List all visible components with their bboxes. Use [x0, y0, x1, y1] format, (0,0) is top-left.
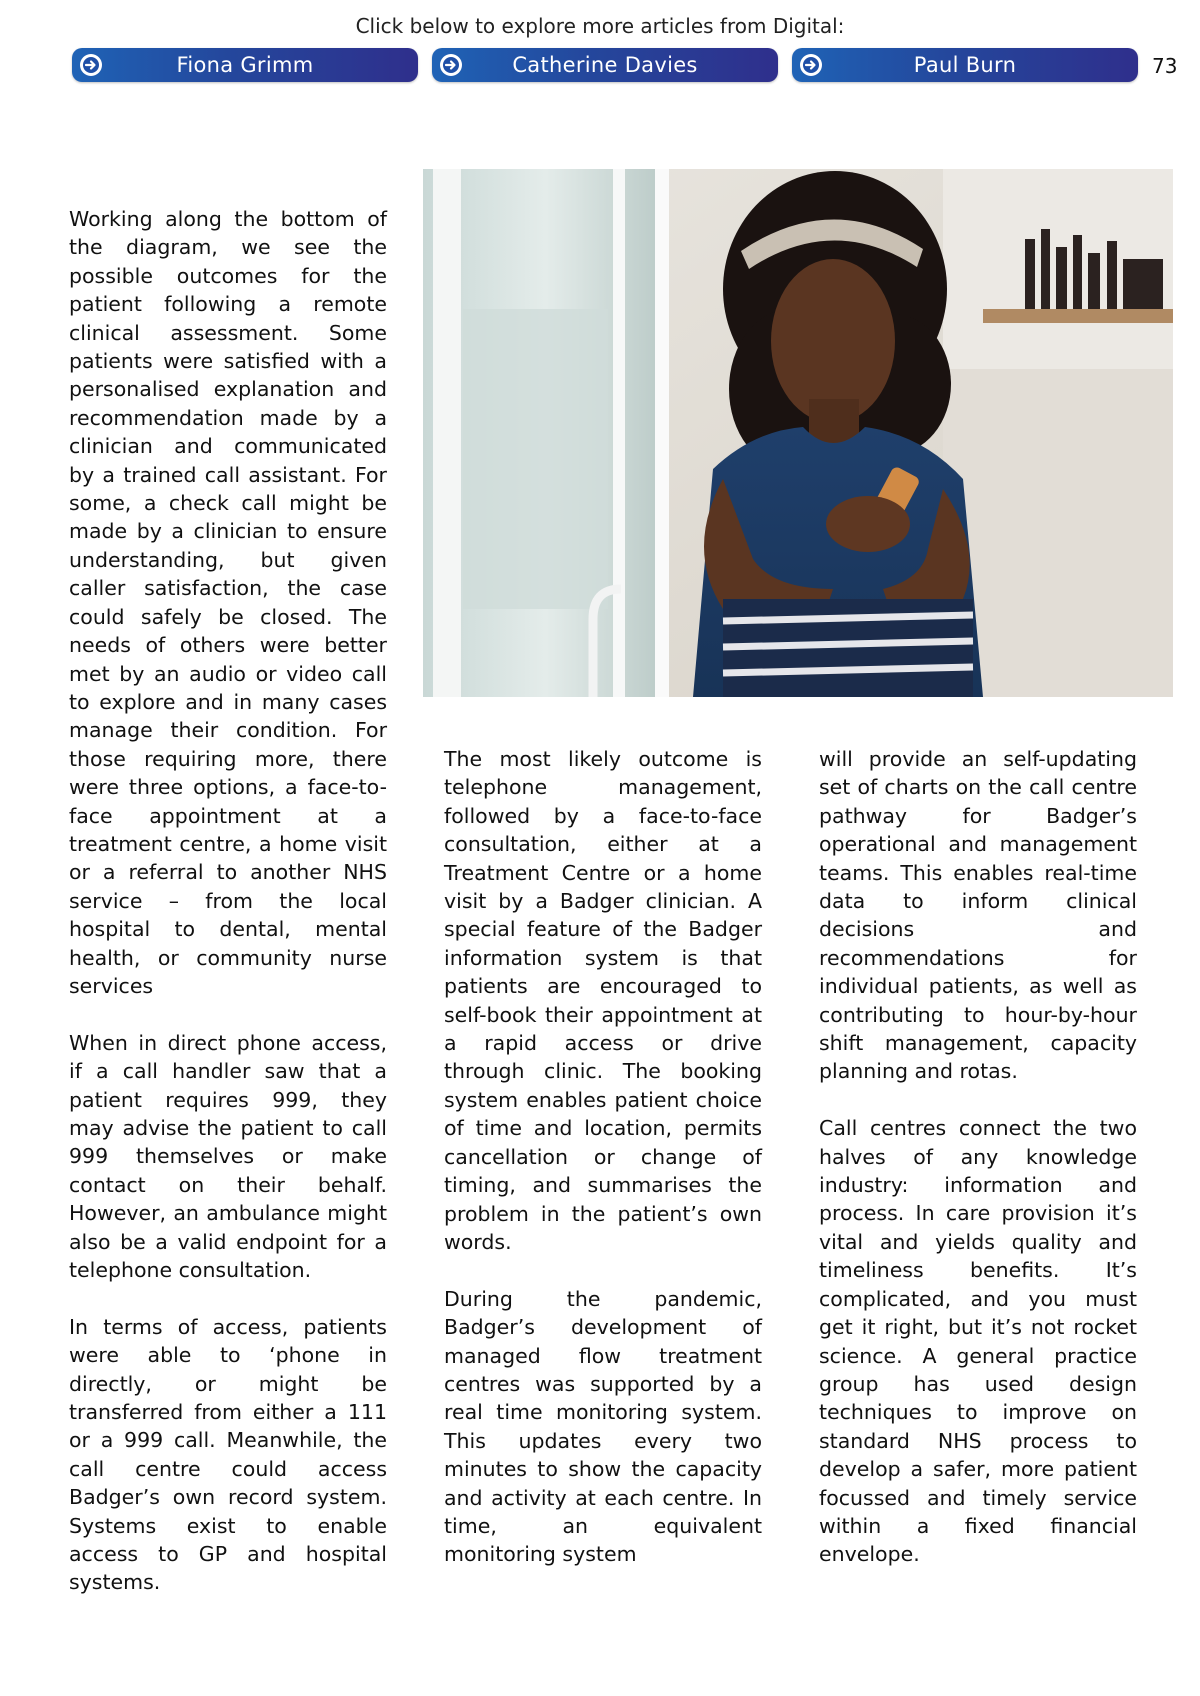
paragraph: Working along the bottom of the diagram, we see the possible outcomes for the patient following a remote clinical assessment. Some patients were satisfied with a personalised explanation and recommendation made by a clinician and communicated by a trained call assistant. For some, a check call might be made by a clinician to ensure understanding, but given caller satisfaction, the case could safely be closed. The needs of others were better met by an audio or video call to explore and in many cases manage their condition. For those requiring more, there were three options, a face-to-face appointment at a treatment centre, a home visit or a referral to another NHS service – from the local hospital to dental, mental health, or community nurse services [69, 207, 387, 998]
nav-button-label: Catherine Davies [512, 53, 698, 77]
nav-button-fiona-grimm[interactable] [72, 48, 418, 82]
nav-button-paul-burn[interactable] [792, 48, 1138, 82]
explore-prompt: Click below to explore more articles from Digital: [355, 14, 845, 38]
paragraph: Call centres connect the two halves of any knowledge industry: information and process. In care provision it’s vital and yields quality and timeliness benefits. It’s complicated, and you must get it right, but it’s not rocket science. A general practice group has used design techniques to improve on standard NHS process to develop a safer, more patient focussed and timely service within a fixed financial envelope. [819, 1116, 1137, 1567]
paragraph: During the pandemic, Badger’s development of managed flow treatment centres was supported by a real time monitoring system. This updates every two minutes to show the capacity and activity at each centre. In time, an equivalent monitoring system [444, 1286, 762, 1567]
arrow-right-circle-icon [440, 54, 462, 76]
paragraph: The most likely outcome is telephone management, followed by a face-to-face consultation, either at a Treatment Centre or a home visit by a Badger clinician. A special feature of the Badger information system is that patients are encouraged to self-book their appointment at a rapid access or drive through clinic. The booking system enables patient choice of time and location, permits cancellation or change of timing, and summarises the problem in the patient’s own words. [444, 747, 762, 1254]
nav-button-catherine-davies[interactable] [432, 48, 778, 82]
page-number: 73 [1152, 54, 1178, 78]
nav-button-label: Fiona Grimm [176, 53, 314, 77]
arrow-right-circle-icon [80, 54, 102, 76]
article-column-middle [444, 745, 762, 1597]
paragraph: In terms of access, patients were able to ‘phone in directly, or might be transferred from either a 111 or a 999 call. Meanwhile, the call centre could access Badger’s own record system. Systems exist to enable access to GP and hospital systems. [69, 1314, 387, 1595]
article-column-left [69, 205, 387, 1625]
woman-using-smartphone-photo [423, 169, 1173, 697]
nav-button-label: Paul Burn [913, 53, 1017, 77]
arrow-right-circle-icon [800, 54, 822, 76]
article-column-right [819, 745, 1137, 1597]
paragraph: When in direct phone access, if a call handler saw that a patient requires 999, they may advise the patient to call 999 themselves or make contact on their behalf. However, an ambulance might also be a valid endpoint for a telephone consultation. [69, 1030, 387, 1283]
paragraph: will provide an self-updating set of charts on the call centre pathway for Badger’s operational and management teams. This enables real-time data to inform clinical decisions and recommendations for individual patients, as well as contributing to hour-by-hour shift management, capacity planning and rotas. [819, 747, 1137, 1084]
